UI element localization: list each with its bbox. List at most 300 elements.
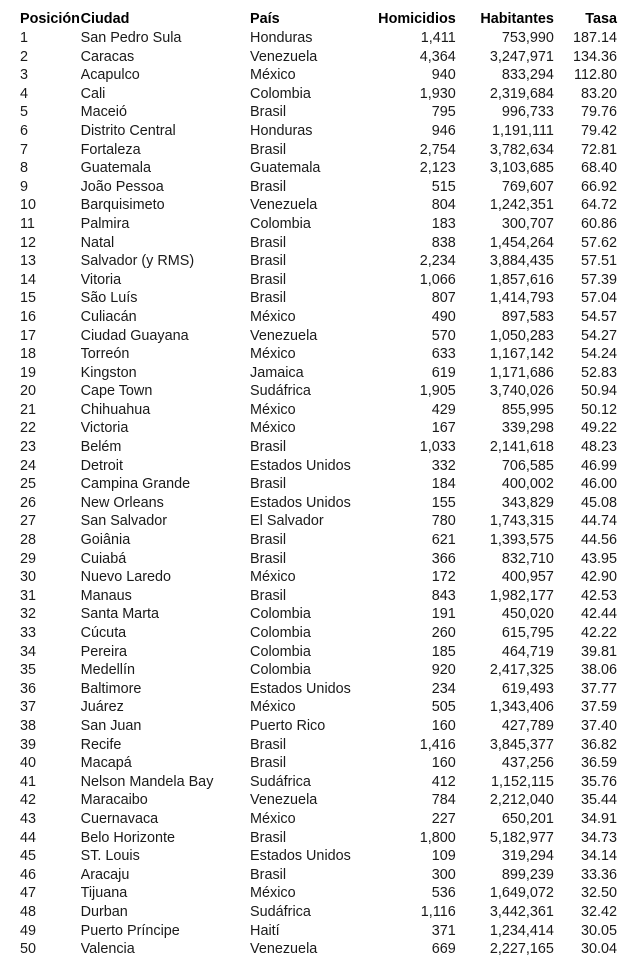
cell-rate: 32.42 bbox=[580, 903, 617, 920]
header-city: Ciudad bbox=[80, 11, 130, 27]
cell-country: Brasil bbox=[250, 532, 287, 549]
cell-rate: 38.06 bbox=[580, 662, 617, 679]
cell-homicides: 300 bbox=[431, 866, 456, 883]
cell-rate: 57.51 bbox=[580, 253, 617, 270]
cell-city: Medellín bbox=[80, 662, 135, 679]
cell-homicides: 366 bbox=[431, 550, 456, 567]
table-row bbox=[0, 884, 620, 903]
cell-position: 41 bbox=[20, 773, 37, 790]
cell-population: 1,167,142 bbox=[489, 346, 554, 363]
cell-position: 43 bbox=[20, 810, 37, 827]
cell-city: Cúcuta bbox=[80, 625, 127, 641]
cell-population: 300,707 bbox=[501, 215, 554, 232]
cell-city: Juárez bbox=[80, 699, 124, 716]
cell-population: 1,393,575 bbox=[489, 532, 554, 549]
table-row bbox=[0, 847, 620, 866]
cell-position: 21 bbox=[20, 401, 37, 418]
table-row bbox=[0, 829, 620, 848]
table-row bbox=[0, 196, 620, 215]
cell-position: 17 bbox=[20, 327, 37, 344]
cell-city: Valencia bbox=[80, 941, 135, 958]
table-row bbox=[0, 605, 620, 624]
cell-country: México bbox=[250, 569, 296, 586]
cell-homicides: 191 bbox=[431, 606, 456, 623]
table-row bbox=[0, 643, 620, 662]
cell-country: El Salvador bbox=[250, 513, 324, 530]
cell-country: Brasil bbox=[250, 736, 287, 753]
cell-country: Brasil bbox=[250, 178, 287, 195]
table-row bbox=[0, 866, 620, 885]
cell-population: 3,740,026 bbox=[489, 383, 554, 400]
cell-city: New Orleans bbox=[80, 494, 164, 511]
cell-country: Brasil bbox=[250, 253, 287, 270]
table-row bbox=[0, 401, 620, 420]
cell-rate: 34.14 bbox=[580, 848, 617, 865]
cell-homicides: 515 bbox=[431, 178, 456, 195]
cell-position: 34 bbox=[20, 643, 37, 660]
cell-homicides: 2,234 bbox=[419, 253, 456, 270]
cell-position: 7 bbox=[20, 141, 29, 158]
cell-position: 18 bbox=[20, 346, 37, 363]
cell-rate: 30.05 bbox=[580, 922, 617, 939]
cell-country: Brasil bbox=[250, 290, 287, 307]
cell-country: Venezuela bbox=[250, 327, 318, 344]
cell-population: 1,191,111 bbox=[492, 122, 554, 139]
cell-homicides: 795 bbox=[431, 104, 456, 121]
cell-country: México bbox=[250, 308, 296, 325]
cell-rate: 54.57 bbox=[580, 308, 617, 325]
cell-population: 996,733 bbox=[501, 104, 554, 121]
cell-city: Puerto Príncipe bbox=[80, 922, 180, 939]
cell-rate: 187.14 bbox=[572, 30, 617, 46]
cell-position: 29 bbox=[20, 550, 37, 567]
table-row bbox=[0, 159, 620, 178]
cell-rate: 30.04 bbox=[580, 941, 617, 958]
cell-country: Venezuela bbox=[250, 941, 318, 958]
cell-country: Brasil bbox=[250, 234, 287, 251]
cell-city: Vitoria bbox=[80, 271, 122, 288]
cell-rate: 34.73 bbox=[580, 829, 617, 846]
cell-city: Cuernavaca bbox=[80, 810, 159, 827]
cell-rate: 36.59 bbox=[580, 755, 617, 772]
header-homicides: Homicidios bbox=[378, 11, 456, 27]
cell-country: Venezuela bbox=[250, 197, 318, 214]
cell-homicides: 185 bbox=[431, 643, 456, 660]
table-row bbox=[0, 754, 620, 773]
homicide-ranking-table bbox=[0, 9, 620, 959]
cell-population: 769,607 bbox=[501, 178, 554, 195]
cell-rate: 42.22 bbox=[580, 625, 617, 641]
cell-population: 2,227,165 bbox=[489, 941, 554, 958]
cell-city: San Juan bbox=[80, 717, 142, 734]
cell-homicides: 940 bbox=[431, 67, 456, 84]
cell-homicides: 784 bbox=[431, 792, 456, 809]
cell-city: Macapá bbox=[80, 755, 132, 772]
cell-city: Durban bbox=[80, 903, 128, 920]
cell-homicides: 4,364 bbox=[419, 48, 456, 65]
cell-population: 1,234,414 bbox=[489, 922, 554, 939]
cell-country: Colombia bbox=[250, 662, 311, 679]
cell-population: 897,583 bbox=[501, 308, 554, 325]
cell-country: Brasil bbox=[250, 271, 287, 288]
table-body bbox=[0, 29, 620, 959]
cell-country: Brasil bbox=[250, 587, 287, 604]
cell-population: 1,649,072 bbox=[489, 885, 554, 902]
cell-country: Brasil bbox=[250, 104, 287, 121]
cell-position: 38 bbox=[20, 717, 37, 734]
cell-country: Estados Unidos bbox=[250, 848, 351, 865]
cell-rate: 45.08 bbox=[580, 494, 617, 511]
cell-homicides: 570 bbox=[431, 327, 456, 344]
cell-rate: 57.39 bbox=[580, 271, 617, 288]
cell-rate: 57.04 bbox=[580, 290, 617, 307]
cell-country: Sudáfrica bbox=[250, 773, 311, 790]
cell-homicides: 946 bbox=[431, 122, 456, 139]
cell-country: Colombia bbox=[250, 625, 311, 641]
cell-homicides: 109 bbox=[431, 848, 456, 865]
cell-position: 3 bbox=[20, 67, 29, 84]
cell-position: 39 bbox=[20, 736, 37, 753]
cell-homicides: 838 bbox=[431, 234, 456, 251]
cell-rate: 42.90 bbox=[580, 569, 617, 586]
cell-country: Haití bbox=[250, 922, 280, 939]
cell-homicides: 1,800 bbox=[419, 829, 456, 846]
table-row bbox=[0, 717, 620, 736]
cell-population: 400,957 bbox=[501, 569, 554, 586]
cell-population: 753,990 bbox=[501, 30, 554, 46]
table-row bbox=[0, 791, 620, 810]
cell-homicides: 843 bbox=[431, 587, 456, 604]
cell-city: Guatemala bbox=[80, 160, 151, 177]
cell-country: México bbox=[250, 885, 296, 902]
cell-homicides: 490 bbox=[431, 308, 456, 325]
cell-country: Estados Unidos bbox=[250, 680, 351, 697]
cell-country: Venezuela bbox=[250, 48, 318, 65]
cell-homicides: 260 bbox=[431, 625, 456, 641]
cell-position: 25 bbox=[20, 476, 37, 493]
cell-country: Estados Unidos bbox=[250, 457, 351, 474]
header-position: Posición bbox=[20, 11, 80, 27]
table-row bbox=[0, 327, 620, 346]
cell-country: Brasil bbox=[250, 476, 287, 493]
cell-position: 4 bbox=[20, 85, 29, 102]
table-row bbox=[0, 773, 620, 792]
cell-homicides: 160 bbox=[431, 717, 456, 734]
cell-position: 26 bbox=[20, 494, 37, 511]
cell-rate: 48.23 bbox=[580, 439, 617, 456]
cell-city: San Pedro Sula bbox=[80, 30, 182, 46]
cell-position: 20 bbox=[20, 383, 37, 400]
cell-homicides: 371 bbox=[431, 922, 456, 939]
cell-rate: 39.81 bbox=[580, 643, 617, 660]
cell-position: 24 bbox=[20, 457, 37, 474]
cell-country: Colombia bbox=[250, 606, 311, 623]
cell-city: Tijuana bbox=[80, 885, 128, 902]
cell-city: Santa Marta bbox=[80, 606, 159, 623]
cell-city: Distrito Central bbox=[80, 122, 176, 139]
cell-population: 339,298 bbox=[501, 420, 554, 437]
cell-homicides: 621 bbox=[431, 532, 456, 549]
table-row bbox=[0, 29, 620, 48]
cell-position: 31 bbox=[20, 587, 37, 604]
table-row bbox=[0, 475, 620, 494]
cell-homicides: 2,754 bbox=[419, 141, 456, 158]
cell-city: Cape Town bbox=[80, 383, 153, 400]
cell-homicides: 172 bbox=[431, 569, 456, 586]
cell-city: Salvador (y RMS) bbox=[80, 253, 195, 270]
table-row bbox=[0, 345, 620, 364]
cell-position: 27 bbox=[20, 513, 37, 530]
cell-position: 50 bbox=[20, 941, 37, 958]
table-row bbox=[0, 587, 620, 606]
cell-country: Sudáfrica bbox=[250, 383, 311, 400]
cell-population: 319,294 bbox=[501, 848, 554, 865]
cell-city: Ciudad Guayana bbox=[80, 327, 189, 344]
cell-rate: 37.59 bbox=[580, 699, 617, 716]
cell-population: 1,152,115 bbox=[490, 773, 554, 790]
cell-population: 2,319,684 bbox=[489, 85, 554, 102]
table-row bbox=[0, 531, 620, 550]
table-row bbox=[0, 308, 620, 327]
cell-position: 49 bbox=[20, 922, 37, 939]
table-row bbox=[0, 624, 620, 643]
cell-position: 22 bbox=[20, 420, 37, 437]
table-row bbox=[0, 48, 620, 67]
cell-homicides: 1,033 bbox=[419, 439, 456, 456]
cell-homicides: 920 bbox=[431, 662, 456, 679]
cell-position: 47 bbox=[20, 885, 37, 902]
cell-position: 48 bbox=[20, 903, 37, 920]
cell-city: Pereira bbox=[80, 643, 127, 660]
cell-rate: 112.80 bbox=[574, 67, 617, 84]
cell-population: 464,719 bbox=[501, 643, 554, 660]
cell-position: 19 bbox=[20, 364, 37, 381]
cell-country: México bbox=[250, 420, 296, 437]
table-row bbox=[0, 736, 620, 755]
cell-homicides: 669 bbox=[431, 941, 456, 958]
table-row bbox=[0, 680, 620, 699]
cell-population: 1,857,616 bbox=[489, 271, 554, 288]
header-country: País bbox=[250, 11, 280, 27]
cell-position: 42 bbox=[20, 792, 37, 809]
cell-country: Puerto Rico bbox=[250, 717, 326, 734]
cell-position: 30 bbox=[20, 569, 37, 586]
table-row bbox=[0, 903, 620, 922]
cell-population: 5,182,977 bbox=[489, 829, 554, 846]
cell-position: 46 bbox=[20, 866, 37, 883]
cell-rate: 36.82 bbox=[580, 736, 617, 753]
cell-position: 37 bbox=[20, 699, 37, 716]
cell-city: Cuiabá bbox=[80, 550, 127, 567]
cell-city: João Pessoa bbox=[80, 178, 164, 195]
table-row bbox=[0, 252, 620, 271]
cell-city: Baltimore bbox=[80, 680, 142, 697]
cell-population: 343,829 bbox=[501, 494, 554, 511]
cell-city: Campina Grande bbox=[80, 476, 191, 493]
cell-population: 3,247,971 bbox=[489, 48, 554, 65]
cell-country: Brasil bbox=[250, 755, 287, 772]
cell-homicides: 807 bbox=[431, 290, 456, 307]
cell-population: 1,454,264 bbox=[489, 234, 554, 251]
cell-city: Nuevo Laredo bbox=[80, 569, 171, 586]
cell-homicides: 633 bbox=[431, 346, 456, 363]
cell-country: Brasil bbox=[250, 439, 287, 456]
cell-position: 8 bbox=[20, 160, 29, 177]
cell-country: Jamaica bbox=[250, 364, 304, 381]
cell-country: Colombia bbox=[250, 85, 311, 102]
cell-population: 450,020 bbox=[501, 606, 554, 623]
cell-homicides: 184 bbox=[431, 476, 456, 493]
header-rate: Tasa bbox=[585, 11, 617, 27]
cell-position: 36 bbox=[20, 680, 37, 697]
cell-population: 1,242,351 bbox=[489, 197, 554, 214]
cell-city: Chihuahua bbox=[80, 401, 151, 418]
cell-country: México bbox=[250, 401, 296, 418]
cell-position: 11 bbox=[20, 215, 35, 232]
cell-country: Venezuela bbox=[250, 792, 318, 809]
cell-country: México bbox=[250, 699, 296, 716]
table-row bbox=[0, 122, 620, 141]
cell-population: 3,442,361 bbox=[489, 903, 554, 920]
table-row bbox=[0, 438, 620, 457]
cell-homicides: 619 bbox=[431, 364, 456, 381]
cell-homicides: 227 bbox=[431, 810, 456, 827]
table-row bbox=[0, 419, 620, 438]
cell-position: 15 bbox=[20, 290, 37, 307]
cell-rate: 79.76 bbox=[580, 104, 617, 121]
cell-position: 28 bbox=[20, 532, 37, 549]
cell-population: 615,795 bbox=[501, 625, 554, 641]
header-population: Habitantes bbox=[480, 11, 554, 27]
cell-population: 3,845,377 bbox=[489, 736, 554, 753]
cell-city: Barquisimeto bbox=[80, 197, 165, 214]
cell-country: México bbox=[250, 67, 296, 84]
cell-population: 427,789 bbox=[501, 717, 554, 734]
cell-homicides: 780 bbox=[431, 513, 456, 530]
cell-city: Goiânia bbox=[80, 532, 131, 549]
cell-position: 5 bbox=[20, 104, 29, 121]
table-row bbox=[0, 215, 620, 234]
table-row bbox=[0, 661, 620, 680]
table-row bbox=[0, 178, 620, 197]
cell-position: 45 bbox=[20, 848, 37, 865]
cell-population: 2,417,325 bbox=[489, 662, 554, 679]
cell-homicides: 1,116 bbox=[420, 903, 456, 920]
cell-rate: 49.22 bbox=[580, 420, 617, 437]
cell-rate: 37.40 bbox=[580, 717, 617, 734]
cell-city: Kingston bbox=[80, 364, 137, 381]
cell-homicides: 234 bbox=[431, 680, 456, 697]
cell-rate: 66.92 bbox=[580, 178, 617, 195]
header-row bbox=[0, 9, 620, 29]
cell-country: México bbox=[250, 346, 296, 363]
table-row bbox=[0, 66, 620, 85]
table-row bbox=[0, 512, 620, 531]
table-row bbox=[0, 141, 620, 160]
table-row bbox=[0, 271, 620, 290]
cell-homicides: 1,411 bbox=[420, 30, 456, 46]
cell-country: Brasil bbox=[250, 141, 287, 158]
cell-rate: 46.00 bbox=[580, 476, 617, 493]
table-row bbox=[0, 568, 620, 587]
cell-position: 44 bbox=[20, 829, 37, 846]
cell-population: 1,743,315 bbox=[489, 513, 554, 530]
cell-population: 1,982,177 bbox=[489, 587, 554, 604]
cell-position: 6 bbox=[20, 122, 29, 139]
cell-rate: 37.77 bbox=[580, 680, 617, 697]
cell-rate: 54.27 bbox=[580, 327, 617, 344]
cell-rate: 72.81 bbox=[580, 141, 617, 158]
cell-country: Sudáfrica bbox=[250, 903, 311, 920]
cell-city: Natal bbox=[80, 234, 115, 251]
cell-city: ST. Louis bbox=[80, 848, 140, 865]
cell-rate: 46.99 bbox=[580, 457, 617, 474]
cell-rate: 52.83 bbox=[580, 364, 617, 381]
cell-population: 706,585 bbox=[501, 457, 554, 474]
cell-population: 899,239 bbox=[501, 866, 554, 883]
cell-homicides: 2,123 bbox=[419, 160, 456, 177]
cell-population: 1,171,686 bbox=[489, 364, 554, 381]
cell-rate: 60.86 bbox=[580, 215, 617, 232]
table-row bbox=[0, 85, 620, 104]
cell-rate: 50.12 bbox=[580, 401, 617, 418]
cell-country: México bbox=[250, 810, 296, 827]
cell-rate: 42.44 bbox=[580, 606, 617, 623]
cell-rate: 35.76 bbox=[580, 773, 617, 790]
cell-city: Fortaleza bbox=[80, 141, 141, 158]
cell-position: 23 bbox=[20, 439, 37, 456]
cell-rate: 83.20 bbox=[580, 85, 617, 102]
cell-population: 1,050,283 bbox=[489, 327, 554, 344]
cell-city: Aracaju bbox=[80, 866, 130, 883]
cell-population: 1,343,406 bbox=[489, 699, 554, 716]
cell-homicides: 183 bbox=[431, 215, 456, 232]
cell-country: Guatemala bbox=[250, 160, 321, 177]
cell-rate: 43.95 bbox=[580, 550, 617, 567]
cell-position: 1 bbox=[20, 30, 29, 46]
cell-population: 3,103,685 bbox=[489, 160, 554, 177]
cell-city: Culiacán bbox=[80, 308, 137, 325]
table-row bbox=[0, 103, 620, 122]
table-row bbox=[0, 550, 620, 569]
table-row bbox=[0, 364, 620, 383]
cell-population: 650,201 bbox=[501, 810, 554, 827]
cell-city: Acapulco bbox=[80, 67, 140, 84]
table-row bbox=[0, 922, 620, 941]
cell-rate: 34.91 bbox=[580, 810, 617, 827]
cell-rate: 33.36 bbox=[580, 866, 617, 883]
cell-city: Manaus bbox=[80, 587, 132, 604]
table-row bbox=[0, 494, 620, 513]
cell-country: Brasil bbox=[250, 866, 287, 883]
cell-city: Torreón bbox=[80, 346, 130, 363]
cell-city: Palmira bbox=[80, 215, 130, 232]
cell-rate: 50.94 bbox=[580, 383, 617, 400]
cell-position: 10 bbox=[20, 197, 37, 214]
cell-city: Cali bbox=[80, 85, 106, 102]
cell-city: San Salvador bbox=[80, 513, 167, 530]
table-row bbox=[0, 457, 620, 476]
cell-position: 9 bbox=[20, 178, 29, 195]
cell-homicides: 1,930 bbox=[419, 85, 456, 102]
cell-homicides: 160 bbox=[431, 755, 456, 772]
cell-city: Nelson Mandela Bay bbox=[80, 773, 214, 790]
cell-city: Caracas bbox=[80, 48, 135, 65]
cell-population: 619,493 bbox=[501, 680, 554, 697]
cell-rate: 35.44 bbox=[580, 792, 617, 809]
table-row bbox=[0, 382, 620, 401]
cell-population: 3,782,634 bbox=[489, 141, 554, 158]
